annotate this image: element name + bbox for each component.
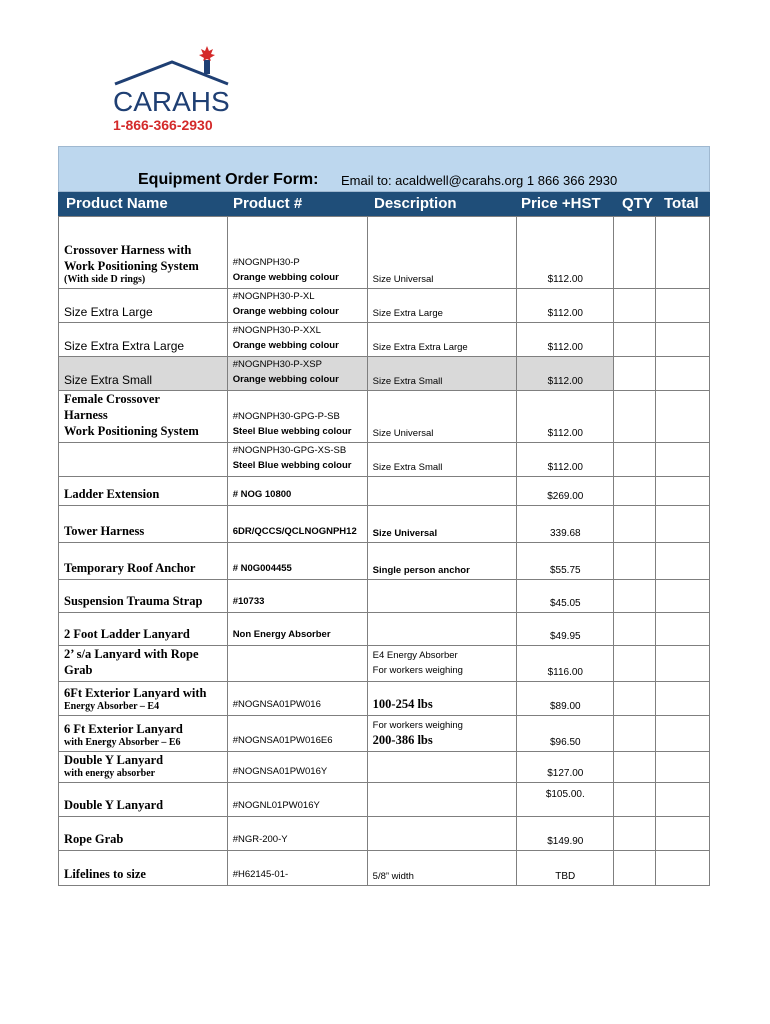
product-name: Female Crossover Harness Work Positioning System: [59, 391, 228, 443]
product-name: Lifelines to size: [59, 851, 228, 886]
qty-cell[interactable]: [614, 646, 656, 682]
total-cell[interactable]: [656, 391, 710, 443]
header-price: Price +HST: [521, 195, 601, 212]
product-number: #NGR-200-Y: [227, 817, 367, 851]
description: E4 Energy Absorber For workers weighing: [367, 646, 517, 682]
description: Size Extra Small: [367, 443, 517, 477]
table-row: [59, 217, 710, 289]
description: 5/8” width: [367, 851, 517, 886]
carahs-logo: [110, 44, 235, 134]
table-row: [59, 477, 710, 506]
price: $49.95: [517, 613, 614, 646]
product-name: Double Y Lanyard: [59, 783, 228, 817]
header-description: Description: [374, 195, 457, 212]
total-cell[interactable]: [656, 357, 710, 391]
table-row: [59, 543, 710, 580]
table-header: [58, 192, 710, 216]
description: Size Extra Large: [367, 289, 517, 323]
equipment-order-form: [58, 146, 710, 882]
description: Size Extra Extra Large: [367, 323, 517, 357]
price: TBD: [517, 851, 614, 886]
price: $112.00: [517, 391, 614, 443]
product-number: # N0G004455: [227, 543, 367, 580]
product-name: [59, 443, 228, 477]
product-number: #NOGNSA01PW016Y: [227, 752, 367, 783]
qty-cell[interactable]: [614, 506, 656, 543]
header-total: Total: [664, 195, 699, 212]
qty-cell[interactable]: [614, 391, 656, 443]
total-cell[interactable]: [656, 580, 710, 613]
product-number: #NOGNPH30-P-XXL Orange webbing colour: [227, 323, 367, 357]
table-row: [59, 752, 710, 783]
product-name: Size Extra Small: [59, 357, 228, 391]
description: [367, 477, 517, 506]
product-number: #NOGNPH30-P-XSP Orange webbing colour: [227, 357, 367, 391]
description: [367, 613, 517, 646]
qty-cell[interactable]: [614, 716, 656, 752]
total-cell[interactable]: [656, 477, 710, 506]
order-table: [58, 216, 710, 886]
total-cell[interactable]: [656, 613, 710, 646]
price: $269.00: [517, 477, 614, 506]
table-row: [59, 646, 710, 682]
price: $116.00: [517, 646, 614, 682]
description: Single person anchor: [367, 543, 517, 580]
price: $112.00: [517, 357, 614, 391]
total-cell[interactable]: [656, 443, 710, 477]
product-name: Size Extra Large: [59, 289, 228, 323]
table-row: [59, 851, 710, 886]
description: For workers weighing 200-386 lbs: [367, 716, 517, 752]
product-name: Ladder Extension: [59, 477, 228, 506]
qty-cell[interactable]: [614, 580, 656, 613]
product-number: 6DR/QCCS/QCLNOGNPH12: [227, 506, 367, 543]
total-cell[interactable]: [656, 716, 710, 752]
form-title: Equipment Order Form:: [138, 171, 319, 188]
qty-cell[interactable]: [614, 543, 656, 580]
total-cell[interactable]: [656, 543, 710, 580]
description: [367, 580, 517, 613]
qty-cell[interactable]: [614, 613, 656, 646]
product-name: Crossover Harness with Work Positioning System (With side D rings): [59, 217, 228, 289]
table-row: [59, 289, 710, 323]
qty-cell[interactable]: [614, 682, 656, 716]
product-name: 2 Foot Ladder Lanyard: [59, 613, 228, 646]
description: Size Extra Small: [367, 357, 517, 391]
table-row: [59, 817, 710, 851]
price: $112.00: [517, 443, 614, 477]
price: $96.50: [517, 716, 614, 752]
qty-cell[interactable]: [614, 357, 656, 391]
qty-cell[interactable]: [614, 323, 656, 357]
product-number: # NOG 10800: [227, 477, 367, 506]
product-number: #10733: [227, 580, 367, 613]
qty-cell[interactable]: [614, 443, 656, 477]
price: $45.05: [517, 580, 614, 613]
product-name: Rope Grab: [59, 817, 228, 851]
product-name: Tower Harness: [59, 506, 228, 543]
price: $149.90: [517, 817, 614, 851]
price: $112.00: [517, 289, 614, 323]
product-name: Size Extra Extra Large: [59, 323, 228, 357]
description: [367, 752, 517, 783]
total-cell[interactable]: [656, 323, 710, 357]
description: [367, 783, 517, 817]
title-band: [58, 146, 710, 192]
product-number: #NOGNPH30-P Orange webbing colour: [227, 217, 367, 289]
description: 100-254 lbs: [367, 682, 517, 716]
table-row: [59, 323, 710, 357]
qty-cell[interactable]: [614, 217, 656, 289]
total-cell[interactable]: [656, 783, 710, 817]
product-number: [227, 646, 367, 682]
qty-cell[interactable]: [614, 752, 656, 783]
qty-cell[interactable]: [614, 783, 656, 817]
form-email: Email to: acaldwell@carahs.org 1 866 366 2930: [341, 173, 618, 188]
total-cell[interactable]: [656, 851, 710, 886]
product-number: #NOGNSA01PW016: [227, 682, 367, 716]
total-cell[interactable]: [656, 506, 710, 543]
product-name: 6Ft Exterior Lanyard with Energy Absorber – E4: [59, 682, 228, 716]
table-row: [59, 391, 710, 443]
header-product-name: Product Name: [66, 195, 168, 212]
price: $127.00: [517, 752, 614, 783]
qty-cell[interactable]: [614, 817, 656, 851]
description: Size Universal: [367, 391, 517, 443]
product-number: #NOGNSA01PW016E6: [227, 716, 367, 752]
product-number: #NOGNPH30-GPG-XS-SB Steel Blue webbing colour: [227, 443, 367, 477]
price: $89.00: [517, 682, 614, 716]
qty-cell[interactable]: [614, 851, 656, 886]
table-row: [59, 357, 710, 391]
qty-cell[interactable]: [614, 289, 656, 323]
product-name: Double Y Lanyard with energy absorber: [59, 752, 228, 783]
product-name: 6 Ft Exterior Lanyard with Energy Absorber – E6: [59, 716, 228, 752]
description: Size Universal: [367, 217, 517, 289]
price: $55.75: [517, 543, 614, 580]
house-roof-maple-leaf-icon: [110, 44, 235, 89]
total-cell[interactable]: [656, 289, 710, 323]
table-row: [59, 443, 710, 477]
price: $105.00.: [517, 783, 614, 817]
table-row: [59, 716, 710, 752]
table-row: [59, 682, 710, 716]
total-cell[interactable]: [656, 646, 710, 682]
qty-cell[interactable]: [614, 477, 656, 506]
total-cell[interactable]: [656, 217, 710, 289]
price: 339.68: [517, 506, 614, 543]
product-name: Temporary Roof Anchor: [59, 543, 228, 580]
total-cell[interactable]: [656, 752, 710, 783]
price: $112.00: [517, 217, 614, 289]
product-number: #H62145-01-: [227, 851, 367, 886]
product-number: Non Energy Absorber: [227, 613, 367, 646]
header-product-number: Product #: [233, 195, 303, 212]
table-row: [59, 613, 710, 646]
table-row: [59, 580, 710, 613]
description: Size Universal: [367, 506, 517, 543]
product-name: Suspension Trauma Strap: [59, 580, 228, 613]
table-row: [59, 506, 710, 543]
product-number: #NOGNL01PW016Y: [227, 783, 367, 817]
product-name: 2’ s/a Lanyard with Rope Grab: [59, 646, 228, 682]
price: $112.00: [517, 323, 614, 357]
total-cell[interactable]: [656, 817, 710, 851]
product-number: #NOGNPH30-GPG-P-SB Steel Blue webbing colour: [227, 391, 367, 443]
total-cell[interactable]: [656, 682, 710, 716]
brand-phone: 1-866-366-2930: [113, 117, 213, 133]
description: [367, 817, 517, 851]
brand-name: CARAHS: [113, 86, 230, 117]
table-row: [59, 783, 710, 817]
product-number: #NOGNPH30-P-XL Orange webbing colour: [227, 289, 367, 323]
header-qty: QTY: [622, 195, 653, 212]
